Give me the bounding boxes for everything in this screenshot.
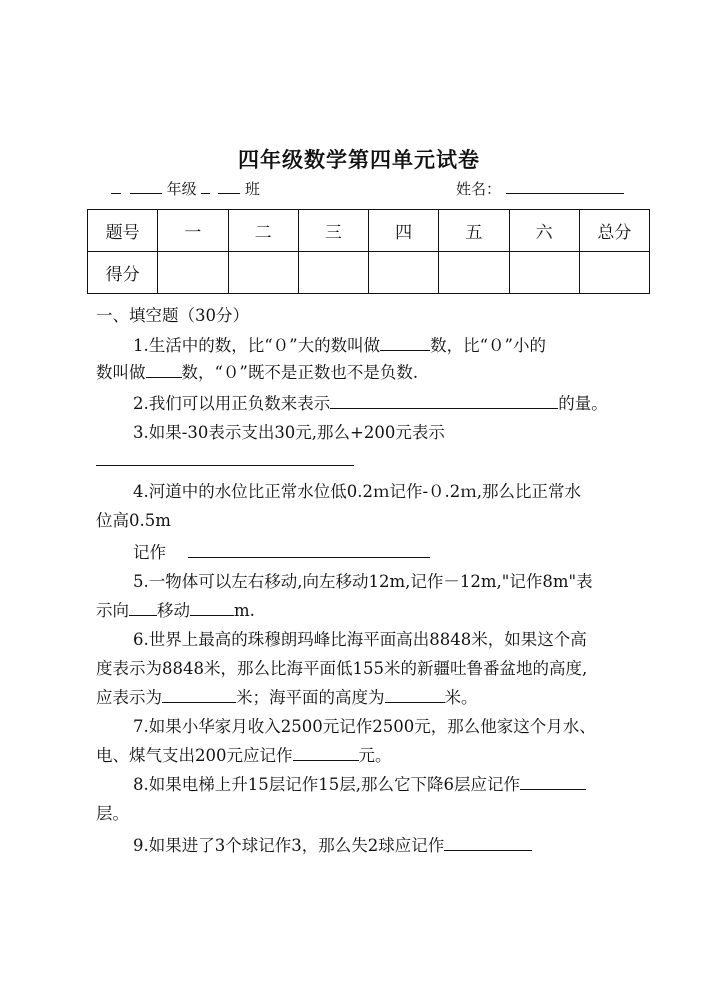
q5-text-c: 移动: [157, 601, 190, 620]
q1-line2: [96, 359, 418, 383]
score-value-row: [88, 252, 650, 294]
cell-header-label: 题号: [88, 210, 158, 252]
q2-line: [133, 390, 608, 414]
name-line: [456, 178, 624, 199]
q1-text-b: 数，比“０”小的: [430, 336, 546, 355]
score-header-row: [88, 210, 650, 252]
q8-line1: [133, 771, 586, 795]
cell-score-1[interactable]: [158, 252, 228, 294]
q1-line1: [133, 332, 546, 356]
q7-blank[interactable]: [293, 745, 359, 761]
q6-line3: [96, 684, 478, 708]
q6-text-d: 米；海平面的高度为: [236, 688, 385, 707]
q5-text-b: 示向: [96, 601, 129, 620]
q2-text-a: 2.我们可以用正负数来表示: [133, 394, 331, 413]
grade-label: 年级: [166, 180, 197, 198]
q1-text-a: 1.生活中的数，比“０”大的数叫做: [133, 336, 381, 355]
q5-line1: 5.一物体可以左右移动,向左移动12m,记作－12m,"记作8m"表: [133, 572, 593, 591]
cell-score-4[interactable]: [369, 252, 439, 294]
q6-blank-2[interactable]: [385, 687, 445, 703]
name-label: 姓名：: [456, 180, 502, 198]
q1-text-c: 数叫做: [96, 363, 146, 382]
q9-blank[interactable]: [444, 835, 532, 851]
q6-text-e: 米。: [444, 688, 478, 707]
q9-text-a: 9.如果进了3个球记作3，那么失2球应记作: [133, 836, 445, 855]
q9-line: [133, 832, 532, 856]
q7-line2: [96, 742, 392, 766]
q2-text-b: 的量。: [558, 394, 608, 413]
q1-blank-1[interactable]: [380, 335, 430, 351]
q4-line3: [133, 539, 430, 563]
grade-blank-a: [111, 179, 121, 194]
class-blank-b: [218, 179, 240, 194]
q1-blank-2[interactable]: [146, 362, 182, 378]
q7-text-b: 电、煤气支出200元应记作: [96, 746, 293, 765]
page-title: 四年级数学第四单元试卷: [238, 147, 480, 172]
q5-blank-1[interactable]: [129, 600, 157, 616]
class-blank-a: [201, 179, 210, 194]
cell-header-4: 四: [369, 210, 439, 252]
cell-header-2: 二: [228, 210, 298, 252]
cell-score-label: 得分: [88, 252, 158, 294]
cell-header-3: 三: [298, 210, 368, 252]
cell-score-6[interactable]: [509, 252, 579, 294]
cell-header-5: 五: [439, 210, 509, 252]
q6-text-c: 应表示为: [96, 688, 162, 707]
q5-blank-2[interactable]: [190, 600, 234, 616]
q3-blank[interactable]: [96, 450, 354, 466]
grade-class-line: [111, 178, 260, 199]
q4-blank[interactable]: [188, 542, 430, 558]
q5-text-d: m.: [234, 601, 255, 620]
q7-text-c: 元。: [358, 746, 392, 765]
section-heading: 一、填空题（30分）: [96, 306, 249, 325]
q1-text-d: 数，“０”既不是正数也不是负数.: [181, 363, 419, 382]
cell-header-total: 总分: [579, 210, 649, 252]
q8-text-a: 8.如果电梯上升15层记作15层,那么它下降6层应记作: [133, 775, 520, 794]
q4-line2: 位高0.5m: [96, 511, 171, 530]
q8-line2: 层。: [96, 804, 129, 823]
q4-line1: 4.河道中的水位比正常水位低0.2ｍ记作-０.2ｍ,那么比正常水: [133, 482, 582, 501]
q2-blank[interactable]: [330, 393, 558, 409]
cell-score-3[interactable]: [298, 252, 368, 294]
q5-line2: [96, 597, 255, 621]
cell-score-5[interactable]: [439, 252, 509, 294]
score-table: [87, 209, 650, 294]
q7-line1: 7.如果小华家月收入2500元记作2500元，那么他家这个月水、: [133, 717, 596, 736]
q6-line2: 度表示为8848米，那么比海平面低155米的新疆吐鲁番盆地的高度,: [96, 659, 588, 678]
cell-header-6: 六: [509, 210, 579, 252]
q8-blank[interactable]: [520, 774, 586, 790]
class-label: 班: [244, 180, 260, 198]
q6-blank-1[interactable]: [162, 687, 236, 703]
q6-line1: 6.世界上最高的珠穆朗玛峰比海平面高出8848米，如果这个高: [133, 630, 587, 649]
name-blank: [506, 179, 624, 194]
cell-score-total[interactable]: [579, 252, 649, 294]
cell-score-2[interactable]: [228, 252, 298, 294]
cell-header-1: 一: [158, 210, 228, 252]
grade-blank-b: [130, 179, 162, 194]
q3-line: 3.如果-30表示支出30元,那么+200元表示: [133, 423, 445, 442]
q4-text-c: 记作: [133, 543, 166, 562]
